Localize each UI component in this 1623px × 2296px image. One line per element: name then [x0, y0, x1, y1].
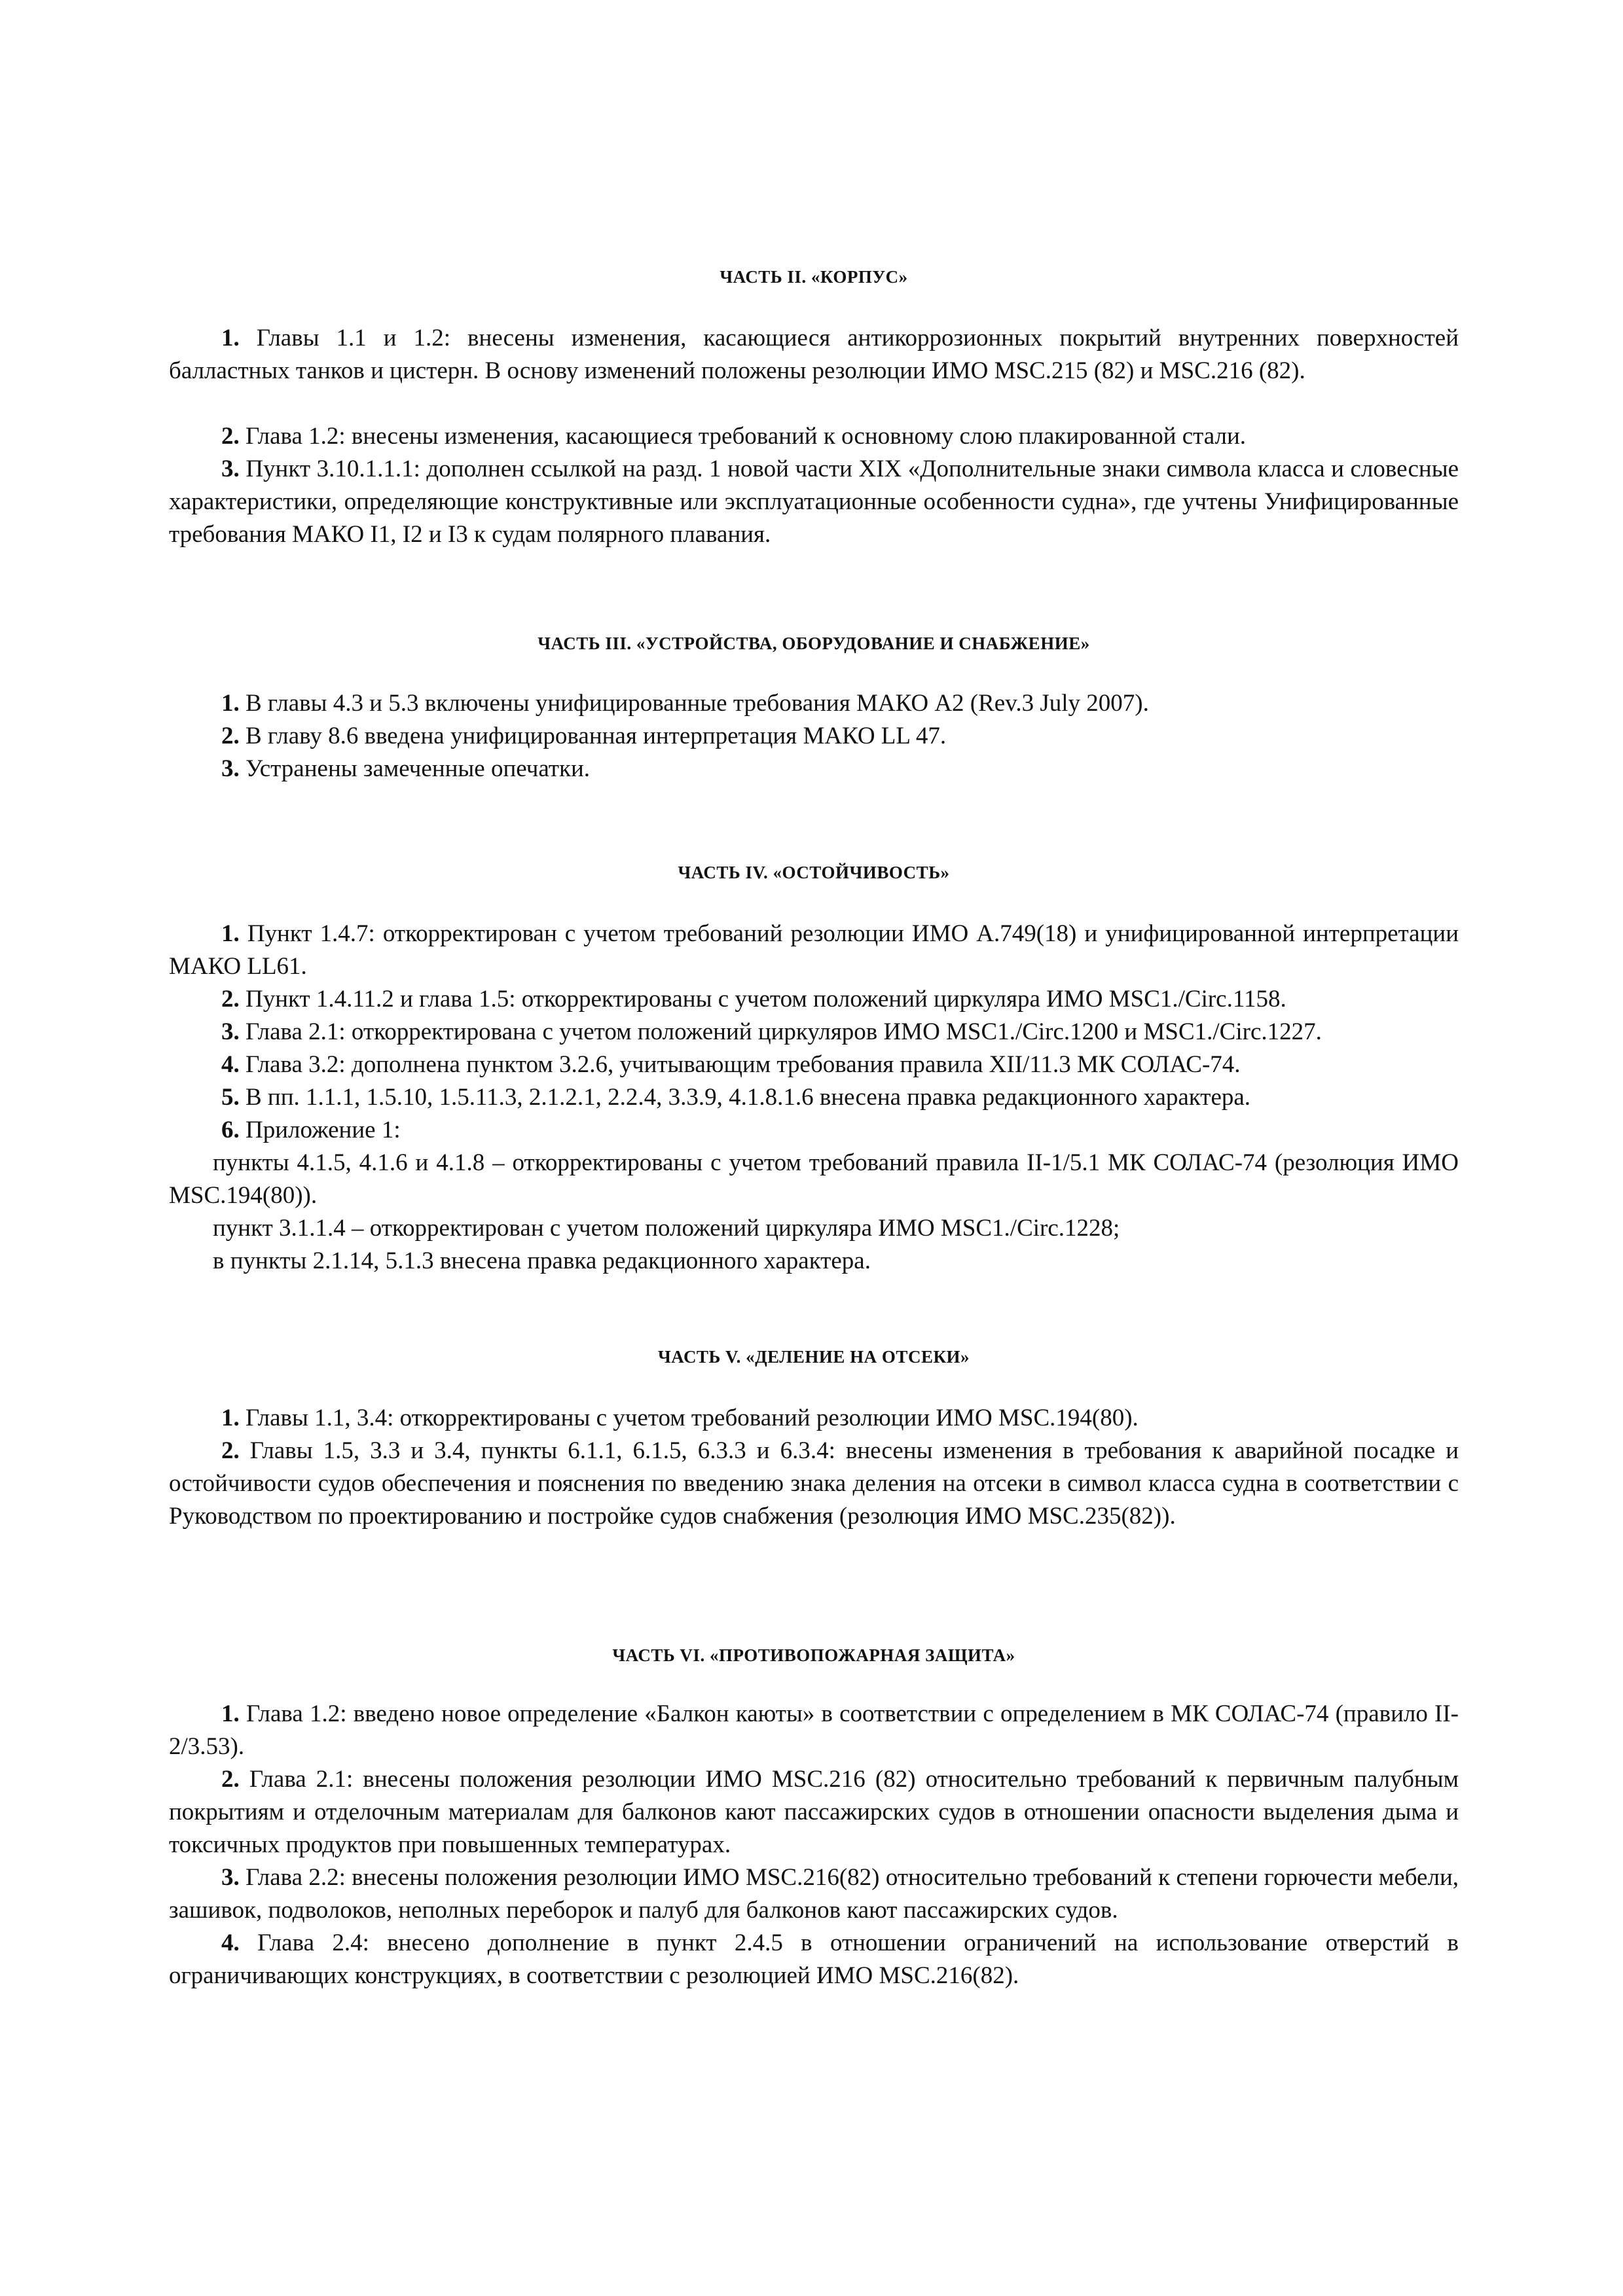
paragraph: [169, 1081, 1459, 1114]
item-number: 1.: [221, 1405, 240, 1431]
paragraph: [169, 1114, 1459, 1147]
item-text: Глава 1.2: введено новое определение «Балкон каюты» в соответствии с определением в МК СОЛАС-74 (правило II-2/3.53).: [169, 1700, 1459, 1760]
item-number: 1.: [221, 325, 240, 351]
paragraph: [169, 1016, 1459, 1049]
item-number: 3.: [221, 456, 240, 482]
item-text: В главу 8.6 введена унифицированная интерпретация МАКО LL 47.: [246, 723, 947, 749]
paragraph: [169, 1698, 1459, 1763]
item-text: Глава 1.2: внесены изменения, касающиеся требований к основному слою плакированной стали.: [246, 423, 1247, 450]
paragraph: [169, 720, 1459, 753]
item-text: Пункт 3.10.1.1.1: дополнен ссылкой на разд. 1 новой части XIX «Дополнительные знаки символа класса и словесные характеристики, определяющие конструктивные или эксплуатационные особенности судна», где учтены Унифицированные требования МАКО I1, I2 и I3 к судам полярного плавания.: [169, 456, 1459, 548]
item-text: Глава 2.1: внесены положения резолюции ИМО MSC.216 (82) относительно требований к первичным палубным покрытиям и отделочным материалам для балконов кают пассажирских судов в отношении опасности выделения дыма и токсичных продуктов при повышенных температурах.: [169, 1766, 1459, 1858]
item-text: пункты 4.1.5, 4.1.6 и 4.1.8 – откорректированы с учетом требований правила II-1/5.1 МК СОЛАС-74 (резолюция ИМО MSC.194(80)).: [169, 1149, 1459, 1209]
section-heading-part-4: ЧАСТЬ IV. «ОСТОЙЧИВОСТЬ»: [678, 863, 950, 882]
item-text: Главы 1.5, 3.3 и 3.4, пункты 6.1.1, 6.1.5, 6.3.3 и 6.3.4: внесены изменения в требования к аварийной посадке и остойчивости судов обеспечения и пояснения по введению знака деления на отсеки в символ класса судна в соответствии с Руководством по проектированию и постройке судов снабжения (резолюция ИМО MSC.235(82)).: [169, 1437, 1459, 1530]
item-text: в пункты 2.1.14, 5.1.3 внесена правка редакционного характера.: [213, 1247, 871, 1274]
paragraph: [169, 1763, 1459, 1861]
paragraph: [169, 753, 1459, 785]
paragraph: [169, 1147, 1459, 1212]
paragraph: [169, 1212, 1459, 1245]
item-number: 2.: [221, 423, 240, 450]
paragraph: [169, 1435, 1459, 1533]
paragraph: [169, 420, 1459, 453]
item-text: В главы 4.3 и 5.3 включены унифицированные требования МАКО A2 (Rev.3 July 2007).: [246, 690, 1149, 717]
item-text: Глава 3.2: дополнена пунктом 3.2.6, учитывающим требования правила XII/11.3 МК СОЛАС-74.: [246, 1051, 1241, 1078]
paragraph: [169, 983, 1459, 1016]
item-text: Глава 2.2: внесены положения резолюции ИМО MSC.216(82) относительно требований к степени горючести мебели, зашивок, подволоков, неполных переборок и палуб для балконов кают пассажирских судов.: [169, 1864, 1459, 1924]
item-number: 4.: [221, 1051, 240, 1078]
paragraph: [169, 1049, 1459, 1081]
item-number: 5.: [221, 1084, 240, 1111]
item-number: 6.: [221, 1117, 240, 1143]
item-number: 2.: [221, 1766, 240, 1793]
item-text: Устранены замеченные опечатки.: [246, 755, 591, 782]
section-heading-part-5: ЧАСТЬ V. «ДЕЛЕНИЕ НА ОТСЕКИ»: [657, 1347, 970, 1367]
item-text: Пункт 1.4.11.2 и глава 1.5: откорректированы с учетом положений циркуляра ИМО MSC1./Circ.1158.: [246, 986, 1286, 1013]
paragraph: [169, 322, 1459, 387]
paragraph: [169, 1861, 1459, 1927]
item-text: Глава 2.1: откорректирована с учетом положений циркуляров ИМО MSC1./Circ.1200 и MSC1./Circ.1227.: [246, 1018, 1322, 1045]
item-text: Приложение 1:: [246, 1117, 401, 1143]
item-number: 3.: [221, 755, 240, 782]
item-number: 2.: [221, 986, 240, 1013]
item-text: Глава 2.4: внесено дополнение в пункт 2.4.5 в отношении ограничений на использование отверстий в ограничивающих конструкциях, в соответствии с резолюцией ИМО MSC.216(82).: [169, 1929, 1459, 1989]
paragraph: [169, 1927, 1459, 1992]
item-number: 4.: [221, 1929, 240, 1956]
item-text: пункт 3.1.1.4 – откорректирован с учетом положений циркуляра ИМО MSC1./Circ.1228;: [213, 1215, 1120, 1242]
section-heading-part-6: ЧАСТЬ VI. «ПРОТИВОПОЖАРНАЯ ЗАЩИТА»: [612, 1645, 1015, 1665]
item-number: 3.: [221, 1864, 240, 1891]
paragraph: [169, 1402, 1459, 1435]
item-number: 1.: [221, 690, 240, 717]
section-heading-part-3: ЧАСТЬ III. «УСТРОЙСТВА, ОБОРУДОВАНИЕ И СНАБЖЕНИЕ»: [538, 634, 1090, 653]
item-number: 2.: [221, 723, 240, 749]
item-number: 2.: [221, 1437, 240, 1464]
section-heading-part-2: ЧАСТЬ II. «КОРПУС»: [720, 267, 908, 287]
paragraph: [169, 1245, 1459, 1278]
item-text: Главы 1.1, 3.4: откорректированы с учетом требований резолюции ИМО MSC.194(80).: [246, 1405, 1139, 1431]
item-text: Пункт 1.4.7: откорректирован с учетом требований резолюции ИМО A.749(18) и унифицированной интерпретации МАКО LL61.: [169, 920, 1459, 980]
item-number: 3.: [221, 1018, 240, 1045]
item-number: 1.: [221, 1700, 240, 1727]
item-text: В пп. 1.1.1, 1.5.10, 1.5.11.3, 2.1.2.1, 2.2.4, 3.3.9, 4.1.8.1.6 внесена правка редакционного характера.: [246, 1084, 1251, 1111]
item-number: 1.: [221, 920, 240, 947]
paragraph: [169, 687, 1459, 720]
paragraph: [169, 918, 1459, 983]
item-text: Главы 1.1 и 1.2: внесены изменения, касающиеся антикоррозионных покрытий внутренних поверхностей балластных танков и цистерн. В основу изменений положены резолюции ИМО MSC.215 (82) и MSC.216 (82).: [169, 325, 1459, 384]
paragraph: [169, 453, 1459, 551]
